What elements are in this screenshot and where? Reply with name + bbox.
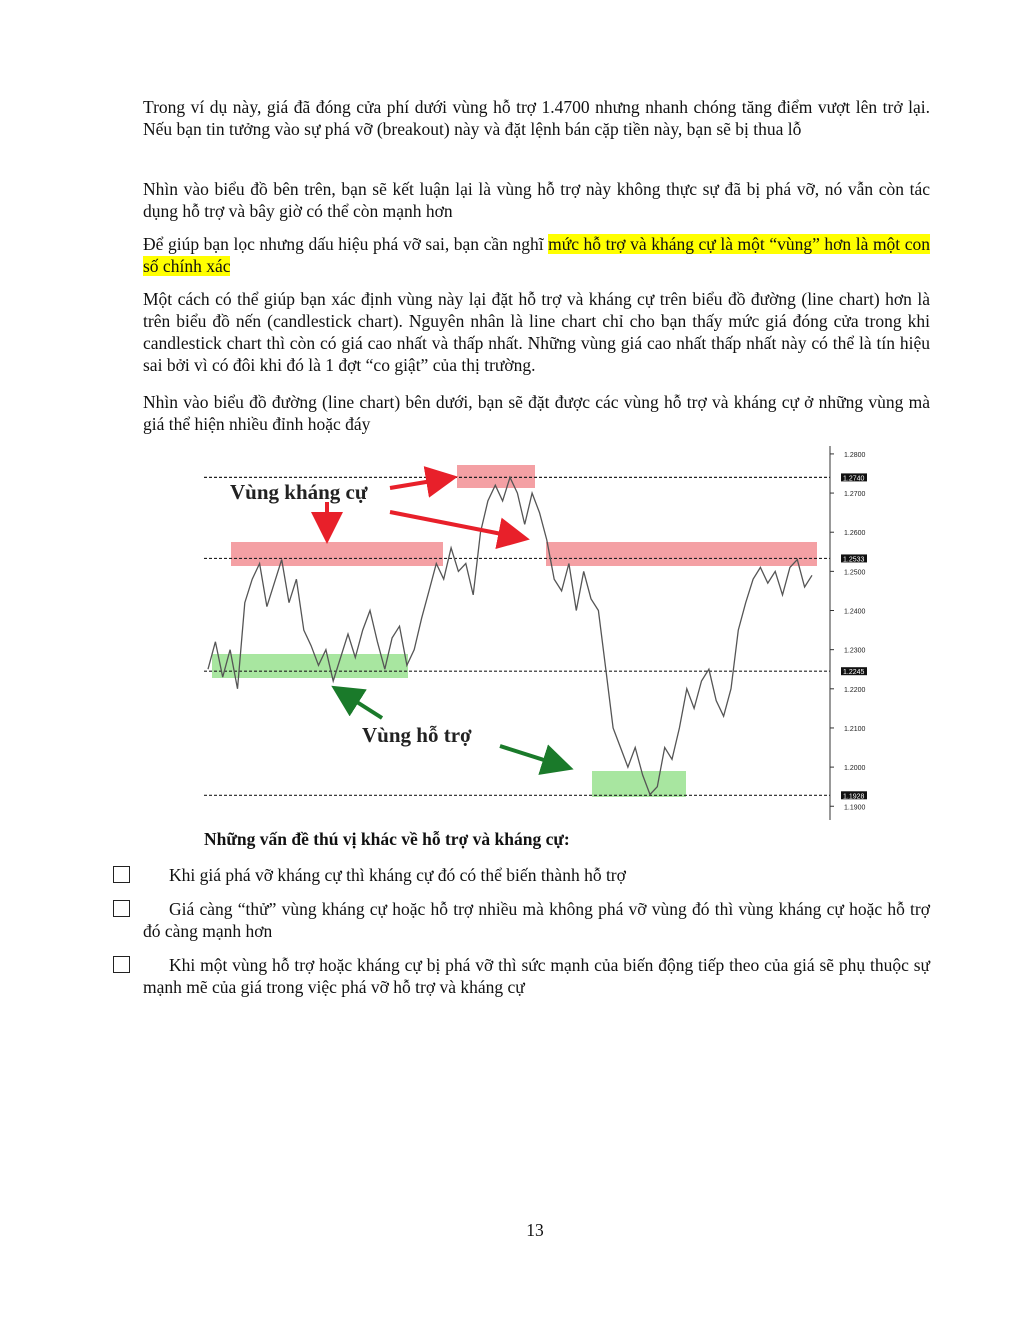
- level-label-2: 1.2245: [843, 669, 865, 677]
- highlighted-text: mức hỗ trợ và kháng cự là một “vùng” hơn là một con số chính xác: [143, 234, 930, 276]
- checkbox-2[interactable]: [113, 900, 130, 917]
- checkbox-1[interactable]: [113, 866, 130, 883]
- y-tick-label-2: 1.2600: [844, 530, 866, 538]
- paragraph-5: Nhìn vào biểu đồ đường (line chart) bên dưới, bạn sẽ đặt được các vùng hỗ trợ và kháng cự ở những vùng mà giá thể hiện nhiều đỉnh hoặc đáy: [143, 392, 930, 434]
- paragraph-1: Trong ví dụ này, giá đã đóng cửa phí dưới vùng hỗ trợ 1.4700 nhưng nhanh chóng tăng điểm vượt lên trở lại. Nếu bạn tin tưởng vào sự phá vỡ (breakout) này và đặt lệnh bán cặp tiền này, bạn sẽ bị thua lỗ: [143, 97, 930, 139]
- y-tick-label-8: 1.2000: [844, 765, 866, 773]
- y-tick-label-3: 1.2500: [844, 569, 866, 577]
- paragraph-3: [143, 233, 930, 277]
- checkbox-3[interactable]: [113, 956, 130, 973]
- y-tick-label-7: 1.2100: [844, 725, 866, 733]
- y-tick-label-4: 1.2400: [844, 608, 866, 616]
- y-tick-label-0: 1.2800: [844, 451, 866, 459]
- label-resistance: Vùng kháng cự: [230, 480, 368, 504]
- y-tick-label-6: 1.2200: [844, 686, 866, 694]
- y-tick-label-1: 1.2700: [844, 491, 866, 499]
- label-support: Vùng hỗ trợ: [362, 723, 472, 747]
- paragraph-3-text: Để giúp bạn lọc nhưng dấu hiệu phá vỡ sai, bạn cần nghĩ: [143, 234, 549, 254]
- resistance-zone-right: [546, 542, 817, 566]
- subheading: Những vấn đề thú vị khác về hỗ trợ và kháng cự:: [204, 829, 570, 849]
- support-zone-left: [212, 654, 408, 678]
- y-tick-label-5: 1.2300: [844, 647, 866, 655]
- resistance-zone-left: [231, 542, 443, 566]
- resistance-zone-top: [457, 465, 535, 488]
- paragraph-4: Một cách có thể giúp bạn xác định vùng này lại đặt hỗ trợ và kháng cự trên biểu đồ đường (line chart) hơn là trên biểu đồ nến (candlestick chart). Nguyên nhân là line chart chỉ cho bạn thấy mức giá đóng cửa trong khi candlestick chart thì còn có giá cao nhất và thấp nhất. Những vùng giá cao nhất thấp nhất này có thể là tín hiệu sai bởi vì có đôi khi đó là 1 đợt “co giật” của thị trường.: [143, 289, 930, 375]
- y-tick-label-9: 1.1900: [844, 804, 866, 812]
- bullet-2: Giá càng “thử” vùng kháng cự hoặc hỗ trợ nhiều mà không phá vỡ vùng đó thì vùng kháng cự hoặc hỗ trợ đó càng mạnh hơn: [143, 899, 930, 941]
- paragraph-2: Nhìn vào biểu đồ bên trên, bạn sẽ kết luận lại là vùng hỗ trợ này không thực sự đã bị phá vỡ, nó vẫn còn tác dụng hỗ trợ và bây giờ có thể còn mạnh hơn: [143, 179, 930, 221]
- level-label-0: 1.2740: [843, 475, 865, 483]
- level-label-3: 1.1928: [843, 793, 865, 801]
- bullet-1: Khi giá phá vỡ kháng cự thì kháng cự đó có thể biến thành hỗ trợ: [169, 865, 626, 885]
- page-number: 13: [526, 1220, 544, 1240]
- bullet-3: Khi một vùng hỗ trợ hoặc kháng cự bị phá vỡ thì sức mạnh của biến động tiếp theo của giá sẽ phụ thuộc sự mạnh mẽ của giá trong việc phá vỡ hỗ trợ và kháng cự: [143, 955, 930, 997]
- level-label-1: 1.2533: [843, 556, 865, 564]
- support-resistance-chart: [200, 440, 870, 822]
- support-zone-bottom: [592, 771, 686, 797]
